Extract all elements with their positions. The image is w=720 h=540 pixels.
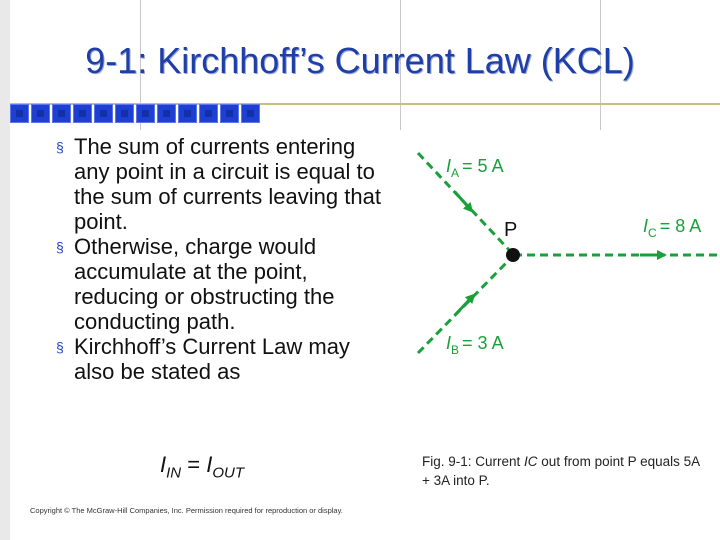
bullet-text: The sum of currents entering any point in a circuit is equal to the sum of currents leaving that point. (74, 134, 381, 234)
ia-label: $I_A = 5$ A (446, 156, 504, 180)
decor-square (136, 104, 155, 123)
node-p (506, 248, 520, 262)
decor-square (115, 104, 134, 123)
point-label: P (504, 219, 518, 241)
caption-text-post: out from point P equals 5A + 3A into P. (422, 454, 700, 488)
formula-left-sub: IN (166, 464, 182, 482)
bullet-marker: § (56, 339, 64, 355)
decor-square (31, 104, 50, 123)
formula-left: I (160, 452, 167, 477)
copyright-notice: Copyright © The McGraw-Hill Companies, Inc. Permission required for reproduction or display. (30, 506, 343, 515)
bullet-text: Otherwise, charge would accumulate at the point, reducing or obstructing the conducting path. (74, 234, 335, 334)
arrow-ib-icon (455, 297, 472, 315)
kcl-diagram (400, 135, 720, 365)
decor-square (10, 104, 29, 123)
bullet-item (56, 334, 396, 384)
bullet-text: Kirchhoff’s Current Law may also be stated as (74, 334, 350, 384)
bullet-marker: § (56, 239, 64, 255)
decor-square (241, 104, 260, 123)
caption-text-em: IC (524, 454, 538, 469)
formula-right-sub: OUT (212, 464, 245, 482)
decor-square (94, 104, 113, 123)
decor-square (73, 104, 92, 123)
decor-square (157, 104, 176, 123)
slide-title: 9-1: Kirchhoff’s Current Law (KCL) (85, 40, 635, 81)
decor-square (220, 104, 239, 123)
figure-caption (422, 452, 707, 490)
decorative-squares (10, 104, 262, 126)
bullet-item (56, 234, 396, 334)
formula-right: I (206, 452, 213, 477)
caption-text-pre: Fig. 9-1: Current (422, 454, 525, 469)
decor-square (52, 104, 71, 123)
ib-label: $I_B = 3$ A (446, 333, 504, 357)
kcl-formula (160, 452, 244, 481)
decor-square (199, 104, 218, 123)
decor-square (178, 104, 197, 123)
arrow-ia-icon (455, 192, 470, 209)
bullet-list (56, 134, 396, 384)
formula-equals: = (187, 452, 201, 477)
bullet-marker: § (56, 139, 64, 155)
bullet-item (56, 134, 396, 234)
ic-label: $I_C = 8$ A (643, 216, 702, 240)
left-edge-bar (0, 0, 10, 540)
